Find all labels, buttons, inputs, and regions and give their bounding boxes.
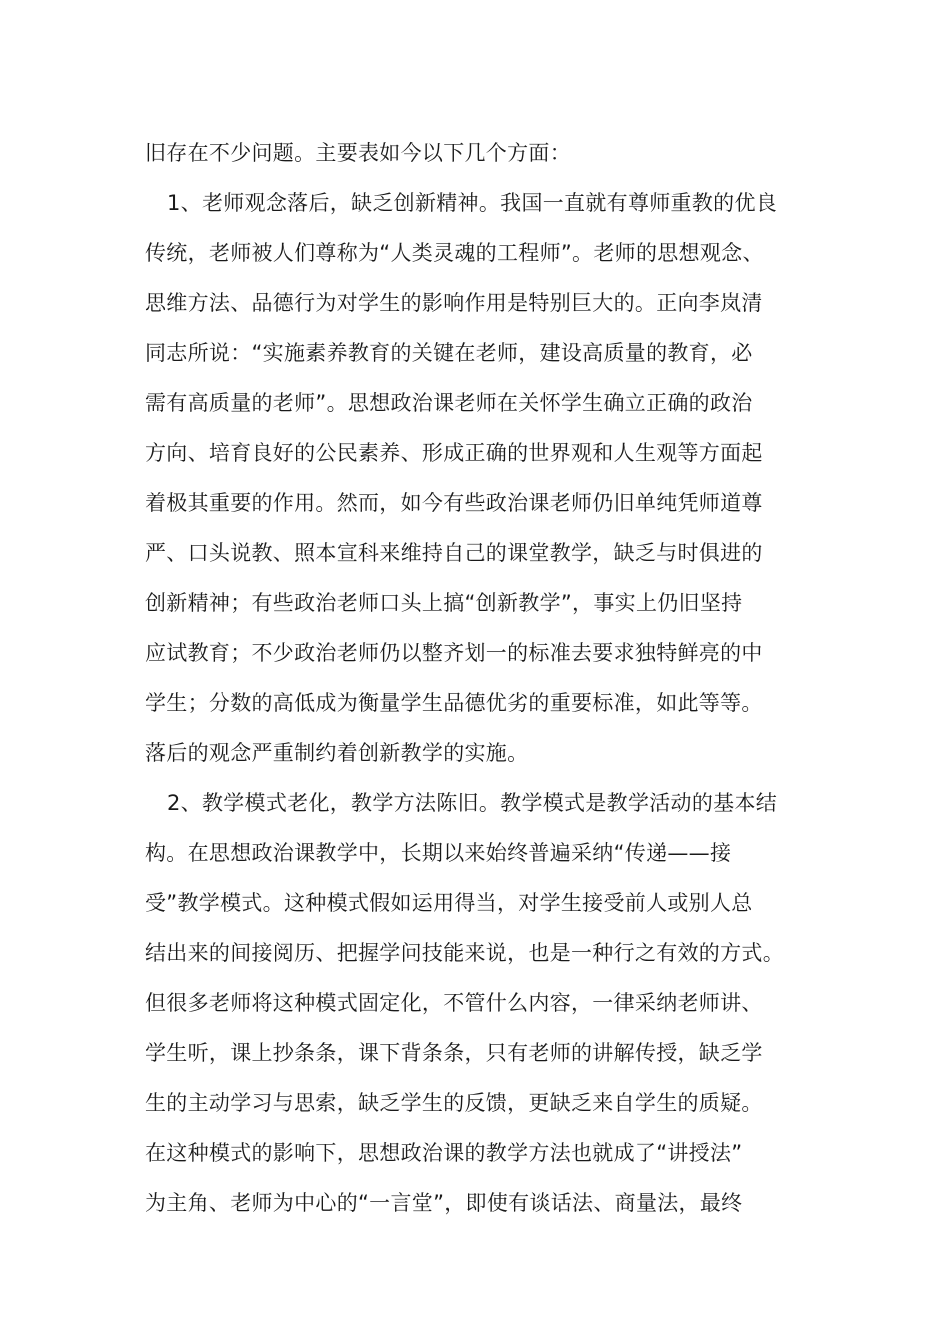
text-line: 学生；分数的高低成为衡量学生品德优劣的重要标准，如此等等。 [145, 691, 763, 715]
text-line: 生的主动学习与思索，缺乏学生的反馈，更缺乏来自学生的质疑。 [145, 1091, 763, 1115]
text-line: 学生听，课上抄条条，课下背条条，只有老师的讲解传授，缺乏学 [145, 1041, 763, 1065]
text-line: 着极其重要的作用。然而，如今有些政治课老师仍旧单纯凭师道尊 [145, 491, 763, 515]
paragraph-1-start: 1、老师观念落后，缺乏创新精神。我国一直就有尊师重教的优良 [167, 191, 778, 215]
text-line: 方向、培育良好的公民素养、形成正确的世界观和人生观等方面起 [145, 441, 763, 465]
paragraph-2-start: 2、教学模式老化，教学方法陈旧。教学模式是教学活动的基本结 [167, 791, 778, 815]
text-line: 旧存在不少问题。主要表如今以下几个方面： [145, 141, 571, 165]
text-line: 严、口头说教、照本宣科来维持自己的课堂教学，缺乏与时俱进的 [145, 541, 763, 565]
text-line: 同志所说：“实施素养教育的关键在老师，建设高质量的教育，必 [145, 341, 753, 365]
text-line: 应试教育；不少政治老师仍以整齐划一的标准去要求独特鲜亮的中 [145, 641, 763, 665]
text-line: 传统，老师被人们尊称为“人类灵魂的工程师”。老师的思想观念、 [145, 241, 764, 265]
text-line: 为主角、老师为中心的“一言堂”，即使有谈话法、商量法，最终 [145, 1191, 743, 1215]
text-line: 需有高质量的老师”。思想政治课老师在关怀学生确立正确的政治 [145, 391, 753, 415]
text-line: 结出来的间接阅历、把握学问技能来说，也是一种行之有效的方式。 [145, 941, 784, 965]
body-text [145, 128, 835, 1228]
text-line: 思维方法、品德行为对学生的影响作用是特别巨大的。正向李岚清 [145, 291, 763, 315]
text-line: 受”教学模式。这种模式假如运用得当，对学生接受前人或别人总 [145, 891, 753, 915]
text-line: 构。在思想政治课教学中，长期以来始终普遍采纳“传递——接 [145, 841, 732, 865]
text-line: 创新精神；有些政治老师口头上搞“创新教学”，事实上仍旧坚持 [145, 591, 743, 615]
text-line: 落后的观念严重制约着创新教学的实施。 [145, 741, 529, 765]
text-line: 在这种模式的影响下，思想政治课的教学方法也就成了“讲授法” [145, 1141, 743, 1165]
text-line: 但很多老师将这种模式固定化，不管什么内容，一律采纳老师讲、 [145, 991, 763, 1015]
